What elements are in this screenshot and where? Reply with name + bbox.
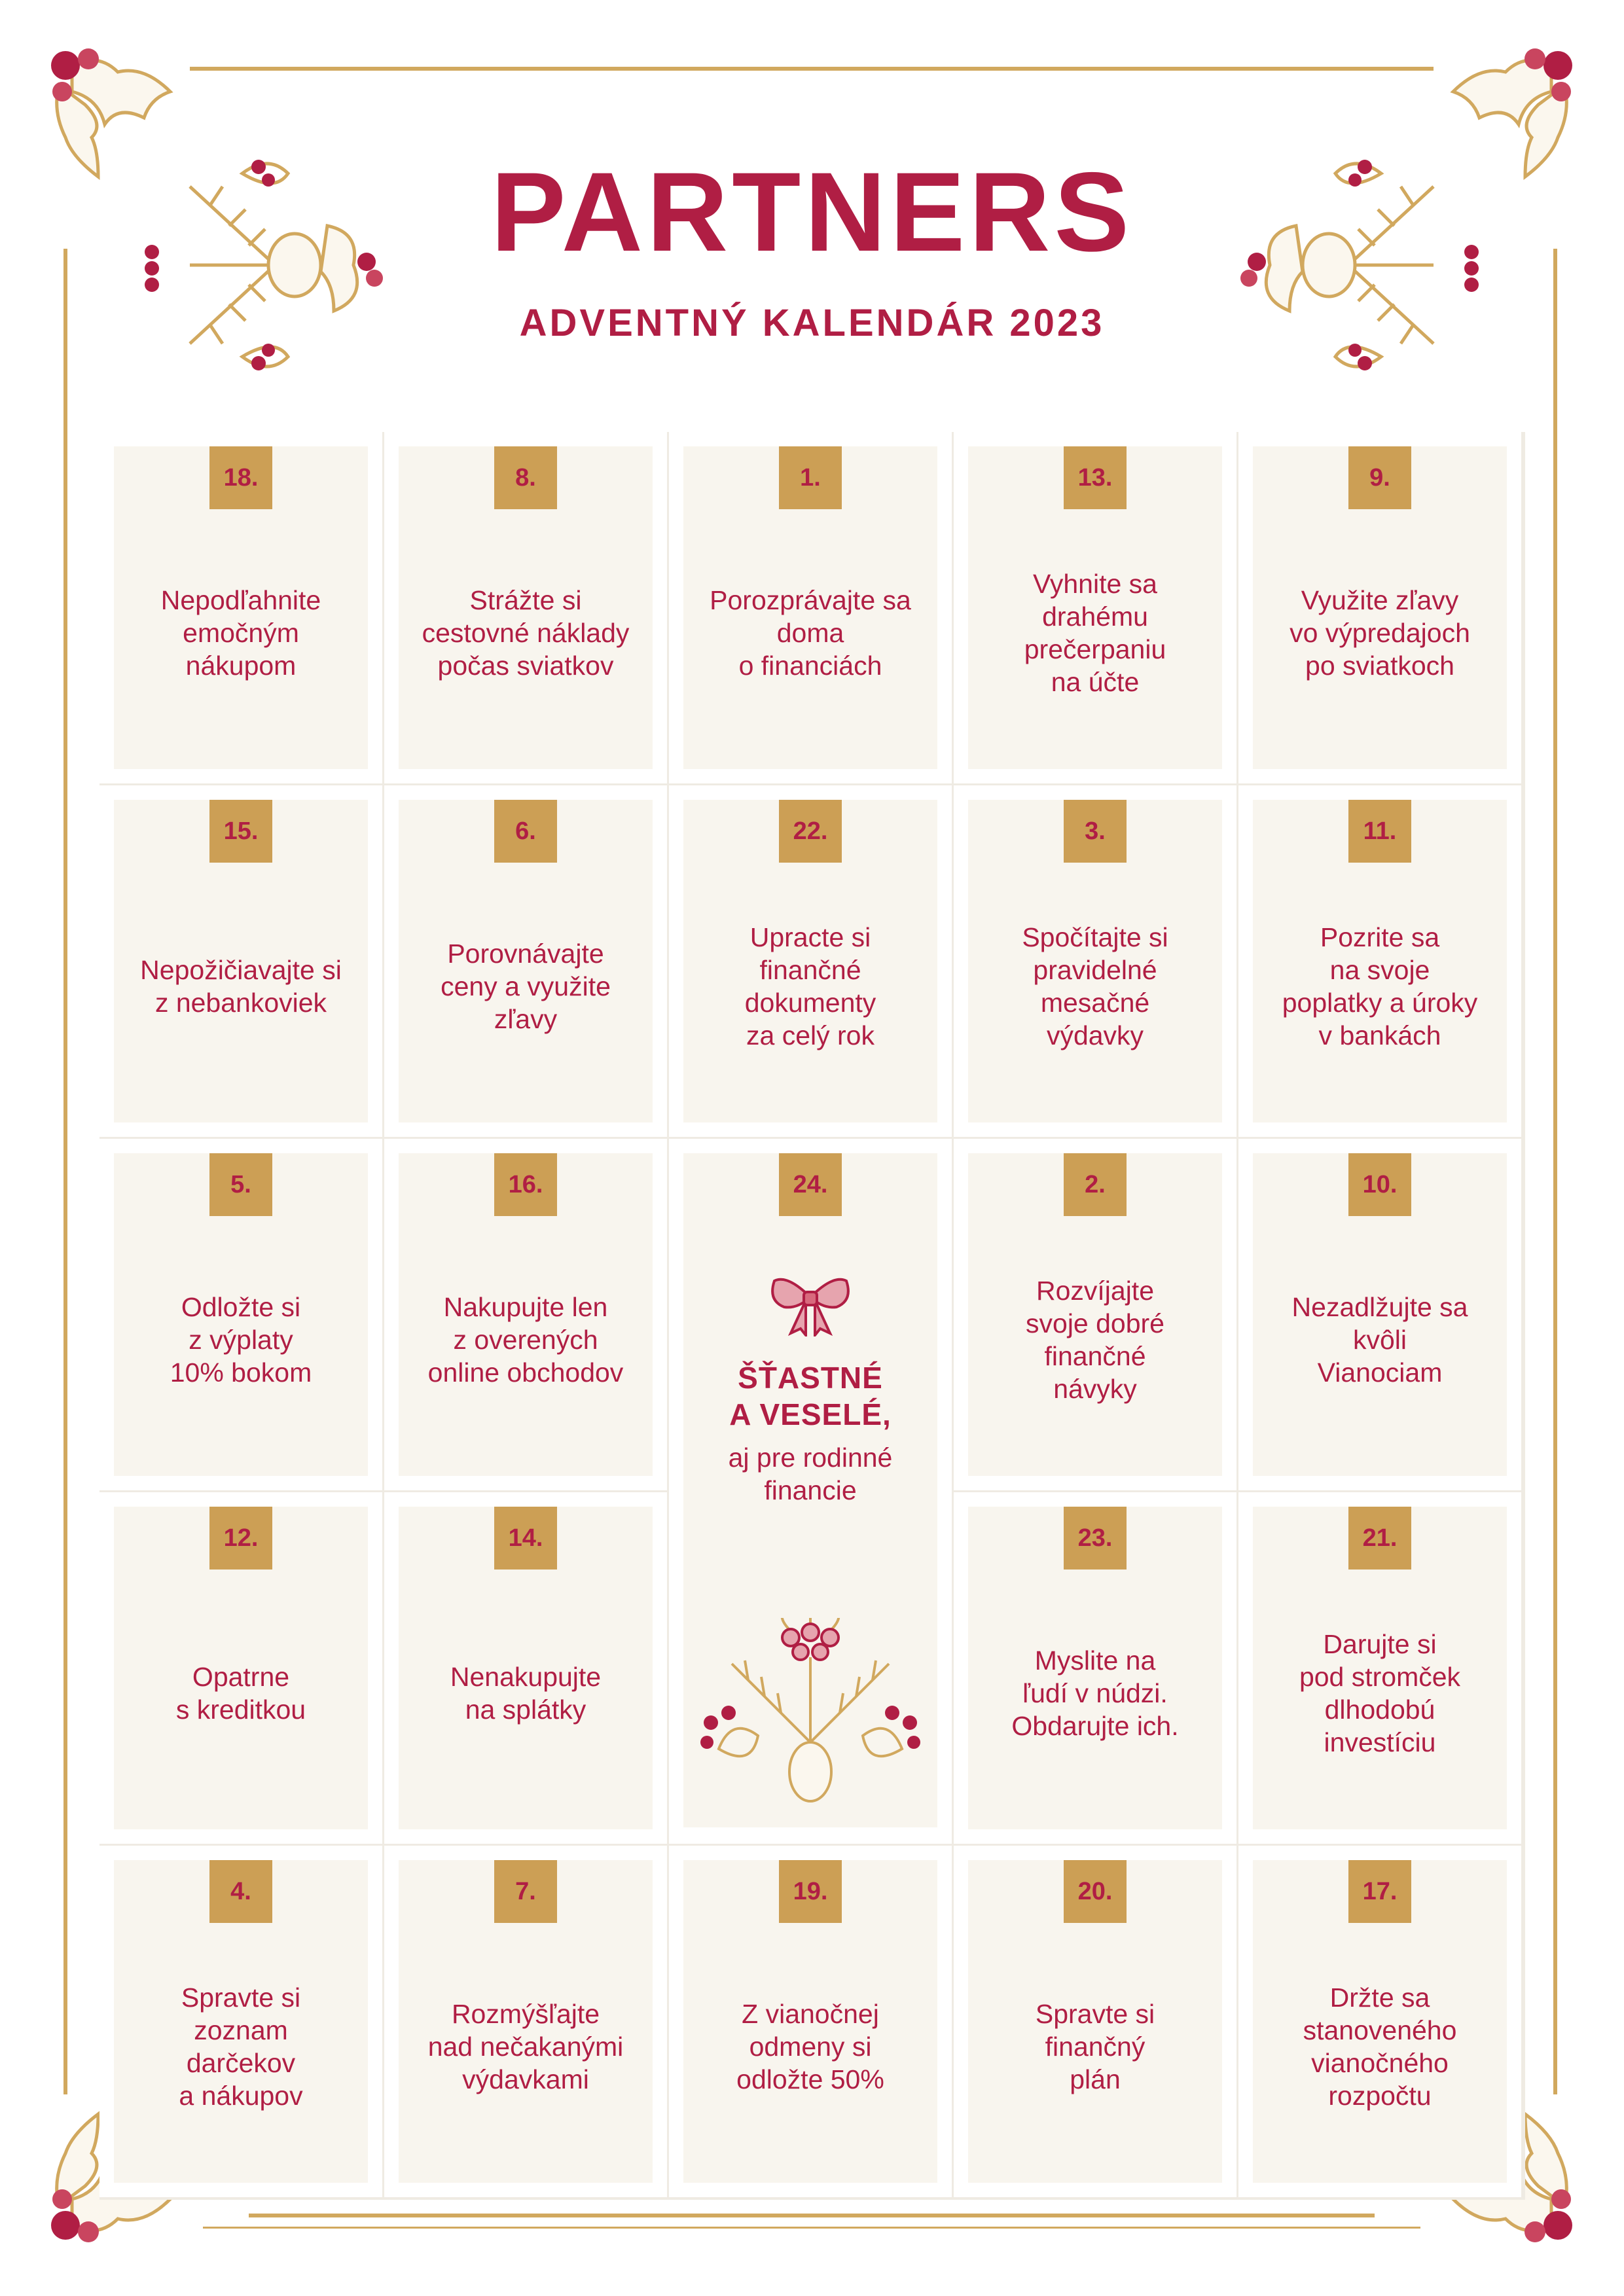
advent-card[interactable] — [1253, 1507, 1507, 1829]
advent-card[interactable] — [399, 1153, 653, 1476]
day-number: 22. — [779, 800, 842, 863]
advent-card[interactable] — [399, 1860, 653, 2183]
advent-card[interactable] — [968, 446, 1222, 769]
frame-bottom-line — [249, 2214, 1375, 2217]
day-number: 10. — [1348, 1153, 1411, 1216]
day-number: 3. — [1064, 800, 1127, 863]
card-text: Porozprávajte sa doma o financiách — [710, 584, 911, 681]
advent-card[interactable] — [683, 800, 937, 1122]
day-number: 11. — [1348, 800, 1411, 863]
card-text: Strážte si cestovné náklady počas sviatkov — [422, 584, 630, 681]
card-text: Nakupujte len z overených online obchodov — [427, 1291, 624, 1388]
card-text: Spravte si zoznam darčekov a nákupov — [179, 1982, 303, 2111]
card-text: Z vianočnej odmeny si odložte 50% — [736, 1998, 884, 2094]
partners-logo: PARTNERS — [490, 149, 1134, 275]
card-text: Nenakupujte na splátky — [450, 1661, 602, 1725]
page-title: ADVENTNÝ KALENDÁR 2023 — [519, 302, 1105, 344]
day-number: 5. — [209, 1153, 272, 1216]
pine-branch-icon — [693, 1618, 928, 1808]
advent-card[interactable] — [968, 1153, 1222, 1476]
card-text: Nezadlžujte sa kvôli Vianociam — [1291, 1291, 1468, 1388]
frame-right-line — [1553, 249, 1557, 2094]
day-number: 15. — [209, 800, 272, 863]
day-number: 20. — [1064, 1860, 1127, 1923]
advent-card[interactable] — [1253, 800, 1507, 1122]
advent-card[interactable] — [114, 1860, 368, 2183]
card-text: Upracte si finančné dokumenty za celý rok — [744, 922, 876, 1050]
day-number: 9. — [1348, 446, 1411, 509]
day-number: 17. — [1348, 1860, 1411, 1923]
day-number: 2. — [1064, 1153, 1127, 1216]
card-text: Rozmýšľajte nad nečakanými výdavkami — [427, 1998, 624, 2094]
advent-card[interactable] — [968, 800, 1222, 1122]
card-text: Nepodľahnite emočným nákupom — [160, 584, 321, 681]
advent-card[interactable] — [683, 1860, 937, 2183]
card-text: Odložte si z výplaty 10% bokom — [170, 1291, 312, 1388]
card-text: Rozvíjajte svoje dobré finančné návyky — [1026, 1275, 1164, 1404]
advent-card[interactable] — [114, 446, 368, 769]
advent-card[interactable] — [1253, 1153, 1507, 1476]
advent-card[interactable] — [114, 800, 368, 1122]
frame-top-line — [190, 67, 1434, 71]
day-number: 23. — [1064, 1507, 1127, 1570]
calendar-grid — [99, 432, 1525, 2200]
special-subtitle: aj pre rodinné financie — [728, 1443, 893, 1505]
day-number: 16. — [494, 1153, 557, 1216]
advent-card[interactable] — [399, 446, 653, 769]
card-text: Držte sa stanoveného vianočného rozpočtu — [1303, 1982, 1457, 2111]
card-text: Myslite na ľudí v núdzi. Obdarujte ich. — [1011, 1645, 1179, 1741]
day-number: 12. — [209, 1507, 272, 1570]
frame-left-line — [63, 249, 67, 2094]
day-number: 1. — [779, 446, 842, 509]
day-number: 6. — [494, 800, 557, 863]
card-text: Opatrne s kreditkou — [175, 1661, 306, 1725]
frame-bottom-line-2 — [203, 2227, 1420, 2229]
advent-card[interactable] — [399, 1507, 653, 1829]
advent-card[interactable] — [114, 1153, 368, 1476]
day-number: 18. — [209, 446, 272, 509]
day-number: 13. — [1064, 446, 1127, 509]
day-number: 7. — [494, 1860, 557, 1923]
card-text: Vyhnite sa drahému prečerpaniu na účte — [1024, 568, 1166, 697]
card-text: Spočítajte si pravidelné mesačné výdavky — [1022, 922, 1168, 1050]
advent-card[interactable] — [114, 1507, 368, 1829]
special-title: ŠŤASTNÉ A VESELÉ, — [729, 1361, 892, 1431]
card-text: Pozrite sa na svoje poplatky a úroky v bankách — [1282, 922, 1478, 1050]
advent-card[interactable] — [1253, 1860, 1507, 2183]
advent-card-special[interactable] — [683, 1153, 937, 1827]
day-number: 19. — [779, 1860, 842, 1923]
card-text: Spravte si finančný plán — [1035, 1998, 1155, 2094]
card-text: Využite zľavy vo výpredajoch po sviatkoch — [1290, 584, 1470, 681]
day-number: 14. — [494, 1507, 557, 1570]
advent-card[interactable] — [1253, 446, 1507, 769]
card-text: Nepožičiavajte si z nebankoviek — [140, 954, 342, 1018]
day-number: 24. — [779, 1153, 842, 1216]
bow-icon — [768, 1271, 853, 1336]
advent-card[interactable] — [683, 446, 937, 769]
day-number: 4. — [209, 1860, 272, 1923]
advent-card[interactable] — [968, 1860, 1222, 2183]
day-number: 21. — [1348, 1507, 1411, 1570]
advent-card[interactable] — [968, 1507, 1222, 1829]
card-text: Darujte si pod stromček dlhodobú investíciu — [1299, 1628, 1461, 1757]
day-number: 8. — [494, 446, 557, 509]
card-text: Porovnávajte ceny a využite zľavy — [441, 938, 611, 1034]
advent-card[interactable] — [399, 800, 653, 1122]
